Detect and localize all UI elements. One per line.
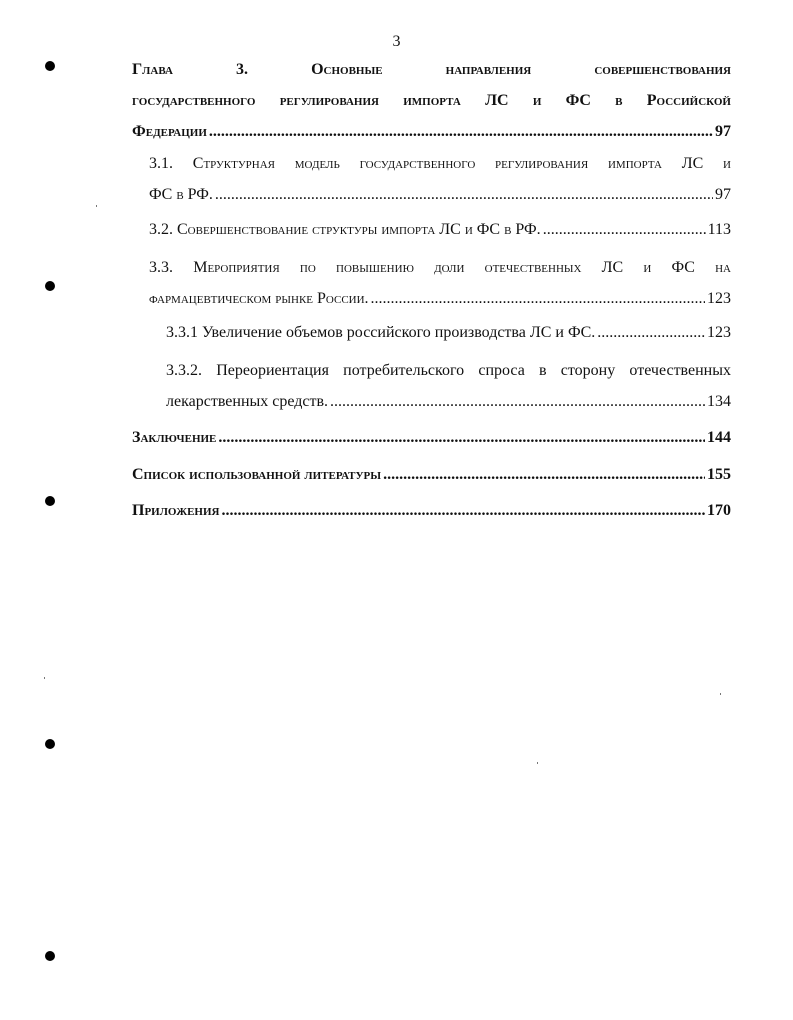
toc-3-2-leader — [149, 214, 731, 245]
dot-leader — [330, 386, 705, 417]
toc-conclusion-page: 144 — [707, 429, 731, 446]
toc-3-3-2-line-1: 3.3.2. Переориентация потребительского спроса в сторону отечественных — [166, 362, 731, 379]
toc-3-3-2-leader — [166, 386, 731, 417]
toc-chapter-3-page: 97 — [715, 123, 731, 140]
toc-3-3-1-page: 123 — [707, 324, 731, 341]
toc-conclusion-label: Заключение — [132, 429, 217, 446]
toc-3-3-page: 123 — [707, 290, 731, 307]
dot-leader — [543, 214, 706, 245]
toc-3-2-line-1: 3.2. Совершенствование структуры импорта ЛС и ФС в РФ. — [149, 221, 541, 238]
toc-entry-3-3[interactable] — [149, 252, 731, 314]
toc-references-leader — [132, 459, 731, 490]
toc-3-3-1-leader — [166, 317, 731, 348]
toc-3-3-2-line-2: лекарственных средств. — [166, 393, 329, 410]
toc-entry-3-1[interactable] — [149, 148, 731, 210]
toc-chapter-3-line-1: Глава 3. Основные направления совершенствования — [132, 61, 731, 78]
toc-appendices-page: 170 — [707, 502, 731, 519]
toc-appendices-leader — [132, 495, 731, 526]
toc-conclusion-leader — [132, 422, 731, 453]
toc-3-3-1-line-1: 3.3.1 Увеличение объемов российского производства ЛС и ФС. — [166, 324, 596, 341]
toc-entry-3-2[interactable] — [149, 214, 731, 245]
toc-entry-chapter-3[interactable] — [132, 54, 731, 147]
dot-leader — [371, 283, 705, 314]
toc-chapter-3-leader — [132, 116, 731, 147]
toc-chapter-3-line-2: государственного регулирования импорта ЛС и ФС в Российской — [132, 92, 731, 109]
toc-3-3-line-2: фармацевтическом рынке России. — [149, 290, 369, 307]
toc-entry-3-3-1[interactable] — [166, 317, 731, 348]
dot-leader — [597, 317, 705, 348]
toc-3-1-leader — [149, 179, 731, 210]
toc-appendices-label: Приложения — [132, 502, 220, 519]
toc-entry-references[interactable] — [132, 459, 731, 490]
toc-entry-conclusion[interactable] — [132, 422, 731, 453]
dot-leader — [383, 459, 705, 490]
toc-3-1-page: 97 — [715, 186, 731, 203]
toc-3-3-leader — [149, 283, 731, 314]
page-number: 3 — [392, 33, 401, 50]
dot-leader — [221, 495, 705, 526]
toc-3-2-page: 113 — [707, 221, 731, 238]
toc-references-label: Список использованной литературы — [132, 466, 382, 483]
toc-3-3-2-page: 134 — [707, 393, 731, 410]
dot-leader — [218, 422, 705, 453]
toc-entry-3-3-2[interactable] — [166, 355, 731, 417]
toc-3-1-line-2: ФС в РФ. — [149, 186, 213, 203]
dot-leader — [209, 116, 713, 147]
toc-entry-appendices[interactable] — [132, 495, 731, 526]
toc-references-page: 155 — [707, 466, 731, 483]
toc-chapter-3-line-3: Федерации — [132, 123, 207, 140]
toc-3-3-line-1: 3.3. Мероприятия по повышению доли отечественных ЛС и ФС на — [149, 259, 731, 276]
dot-leader — [215, 179, 713, 210]
toc-3-1-line-1: 3.1. Структурная модель государственного регулирования импорта ЛС и — [149, 155, 731, 172]
